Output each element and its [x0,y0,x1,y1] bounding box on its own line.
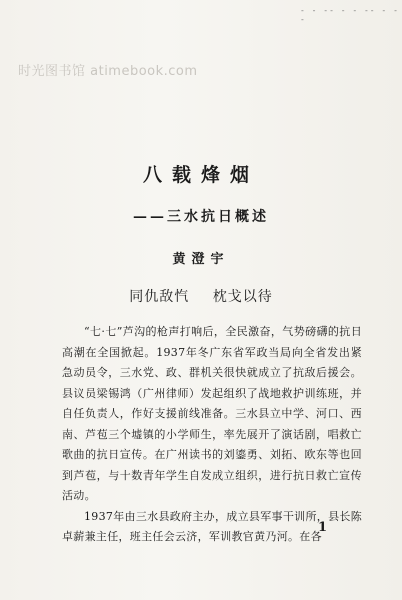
page-number: 1 [318,520,328,535]
section-heading: 同仇敌忾 枕戈以待 [129,289,273,305]
author-name: 黄澄宇 [172,252,230,267]
paragraph: “七·七”芦沟的枪声打响后，全民激奋，气势磅礴的抗日高潮在全国掀起。1937年冬广东省军政当局向全省发出紧急动员令，三水党、政、群机关很快就成立了抗敌后援会。县议员梁锡鸿（广州律师）发起组织了战地救护训练班，并自任负责人，作好支援前线准备。三水县立中学、河口、西南、芦苞三个墟镇的小学师生，率先展开了演话剧，唱救亡歌曲的抗日宣传。在广州读书的刘鎏勇、刘拓、欧东等也回到芦苞，与十数青年学生自发成立组织，进行抗日救亡宣传活动。 [62,325,362,502]
header-marks: - - -- - - -- - - - [300,6,399,24]
page-subtitle: ——三水抗日概述 [133,209,269,225]
paragraph: 1937年由三水县政府主办，成立县军事干训所，县长陈卓薪兼主任，班主任会云济，军训教官黄乃河。在各 [62,509,362,543]
watermark: 时光图书馆 atimebook.com [18,64,198,79]
page-title: 八载烽烟 [142,164,259,186]
body-text [62,322,362,548]
